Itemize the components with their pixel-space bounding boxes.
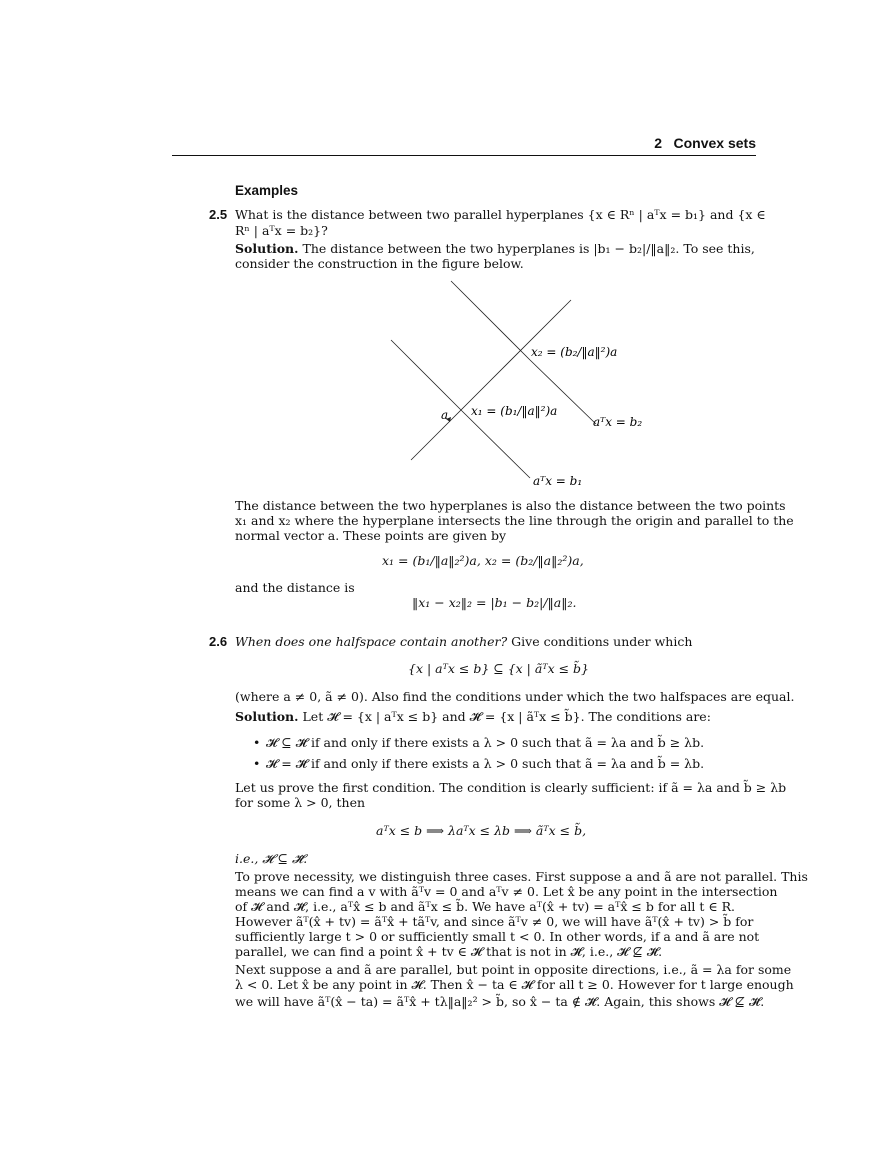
chapter-title: Convex sets [673,135,756,151]
necessity-line-4: However ãᵀ(x̂ + tv) = ãᵀx̂ + tãᵀv, and since ãᵀv ≠ 0, we will have ãᵀ(x̂ + tv) > b̃ for [235,914,754,929]
hyperplane-b1-line-upper [391,340,462,411]
bullet-item-1: 𝓗 ⊆ 𝓗̃ if and only if there exists a λ > 0 such that ã = λa and b̃ ≥ λb. [266,735,705,750]
running-header [172,135,756,156]
section-heading: Examples [235,183,299,198]
label-x1: x₁ = (b₁/‖a‖²)a [471,404,558,418]
necessity-line-9: we will have ãᵀ(x̂ − ta) = ãᵀx̂ + tλ‖a‖₂² > b̃, so x̂ − ta ∉ 𝓗̃. Again, this shows 𝓗 ⊈ 𝓗̃. [235,994,765,1009]
necessity-line-2: means we can find a v with ãᵀv = 0 and aᵀv ≠ 0. Let x̂ be any point in the intersection [235,884,778,899]
exercise-number-2-5: 2.5 [209,207,228,222]
hyperplane-figure [380,278,670,490]
solution-text-line-1: The distance between the two hyperplanes is |b₁ − b₂|/‖a‖₂. To see this, [302,241,755,256]
necessity-line-8: λ < 0. Let x̂ be any point in 𝓗. Then x̂ − ta ∈ 𝓗 for all t ≥ 0. However for t large enough [235,977,794,992]
exercise-2-5-question-line-1: What is the distance between two parallel hyperplanes {x ∈ Rⁿ | aᵀx = b₁} and {x ∈ [235,207,766,222]
proof-line-1: Let us prove the first condition. The condition is clearly sufficient: if ã = λa and b̃ ≥ λb [235,780,787,795]
normal-direction-line [411,300,571,460]
ie-line: i.e., 𝓗 ⊆ 𝓗̃. [235,851,308,866]
exercise-2-5-question-line-2: Rⁿ | aᵀx = b₂}? [235,223,328,238]
and-distance-text: and the distance is [235,580,355,595]
equation-points: x₁ = (b₁/‖a‖₂²)a, x₂ = (b₂/‖a‖₂²)a, [382,553,584,568]
solution-text-2-6: Let 𝓗 = {x | aᵀx ≤ b} and 𝓗̃ = {x | ãᵀx ≤ b̃}. The conditions are: [302,709,711,724]
label-hyperplane-b2: aᵀx = b₂ [593,415,643,429]
label-hyperplane-b1: aᵀx = b₁ [533,474,583,488]
exercise-2-6-question-rest: Give conditions under which [507,634,693,649]
exercise-number-2-6: 2.6 [209,634,228,649]
solution-label-2-6: Solution. [235,709,299,724]
hyperplane-b1-line-lower [462,411,530,478]
solution-text-line-2: consider the construction in the figure below. [235,256,524,271]
necessity-line-6: parallel, we can find a point x̂ + tv ∈ 𝓗 that is not in 𝓗̃, i.e., 𝓗 ⊈ 𝓗̃. [235,944,663,959]
bullet-marker: • [253,735,261,750]
necessity-line-3: of 𝓗 and 𝓗̃, i.e., aᵀx̂ ≤ b and ãᵀx ≤ b̃. We have aᵀ(x̂ + tv) = aᵀx̂ ≤ b for all t ∈ R. [235,899,735,914]
bullet-marker: • [253,756,261,771]
bullet-item-2: 𝓗 = 𝓗̃ if and only if there exists a λ > 0 such that ã = λa and b̃ = λb. [266,756,705,771]
where-line: (where a ≠ 0, ã ≠ 0). Also find the conditions under which the two halfspaces are equal. [235,689,795,704]
paragraph-line-1: The distance between the two hyperplanes is also the distance between the two points [235,498,786,513]
equation-distance: ‖x₁ − x₂‖₂ = |b₁ − b₂|/‖a‖₂. [412,595,577,610]
solution-label: Solution. [235,241,299,256]
paragraph-line-3: normal vector a. These points are given by [235,528,507,543]
paragraph-line-2: x₁ and x₂ where the hyperplane intersects the line through the origin and parallel to the [235,513,794,528]
necessity-line-7: Next suppose a and ã are parallel, but point in opposite directions, i.e., ã = λa for some [235,962,792,977]
equation-containment: {x | aᵀx ≤ b} ⊆ {x | ãᵀx ≤ b̃} [408,661,589,676]
necessity-line-5: sufficiently large t > 0 or sufficiently small t < 0. In other words, if a and ã are not [235,929,760,944]
chapter-number: 2 [654,135,662,151]
necessity-line-1: To prove necessity, we distinguish three cases. First suppose a and ã are not parallel. This [235,869,808,884]
label-a: a [441,408,449,422]
exercise-2-6-question-italic: When does one halfspace contain another? [235,634,508,649]
label-x2: x₂ = (b₂/‖a‖²)a [531,345,618,359]
proof-line-2: for some λ > 0, then [235,795,366,810]
equation-implication: aᵀx ≤ b ⟹ λaᵀx ≤ λb ⟹ ãᵀx ≤ b̃, [376,823,587,838]
hyperplane-b2-line-upper [451,281,530,360]
